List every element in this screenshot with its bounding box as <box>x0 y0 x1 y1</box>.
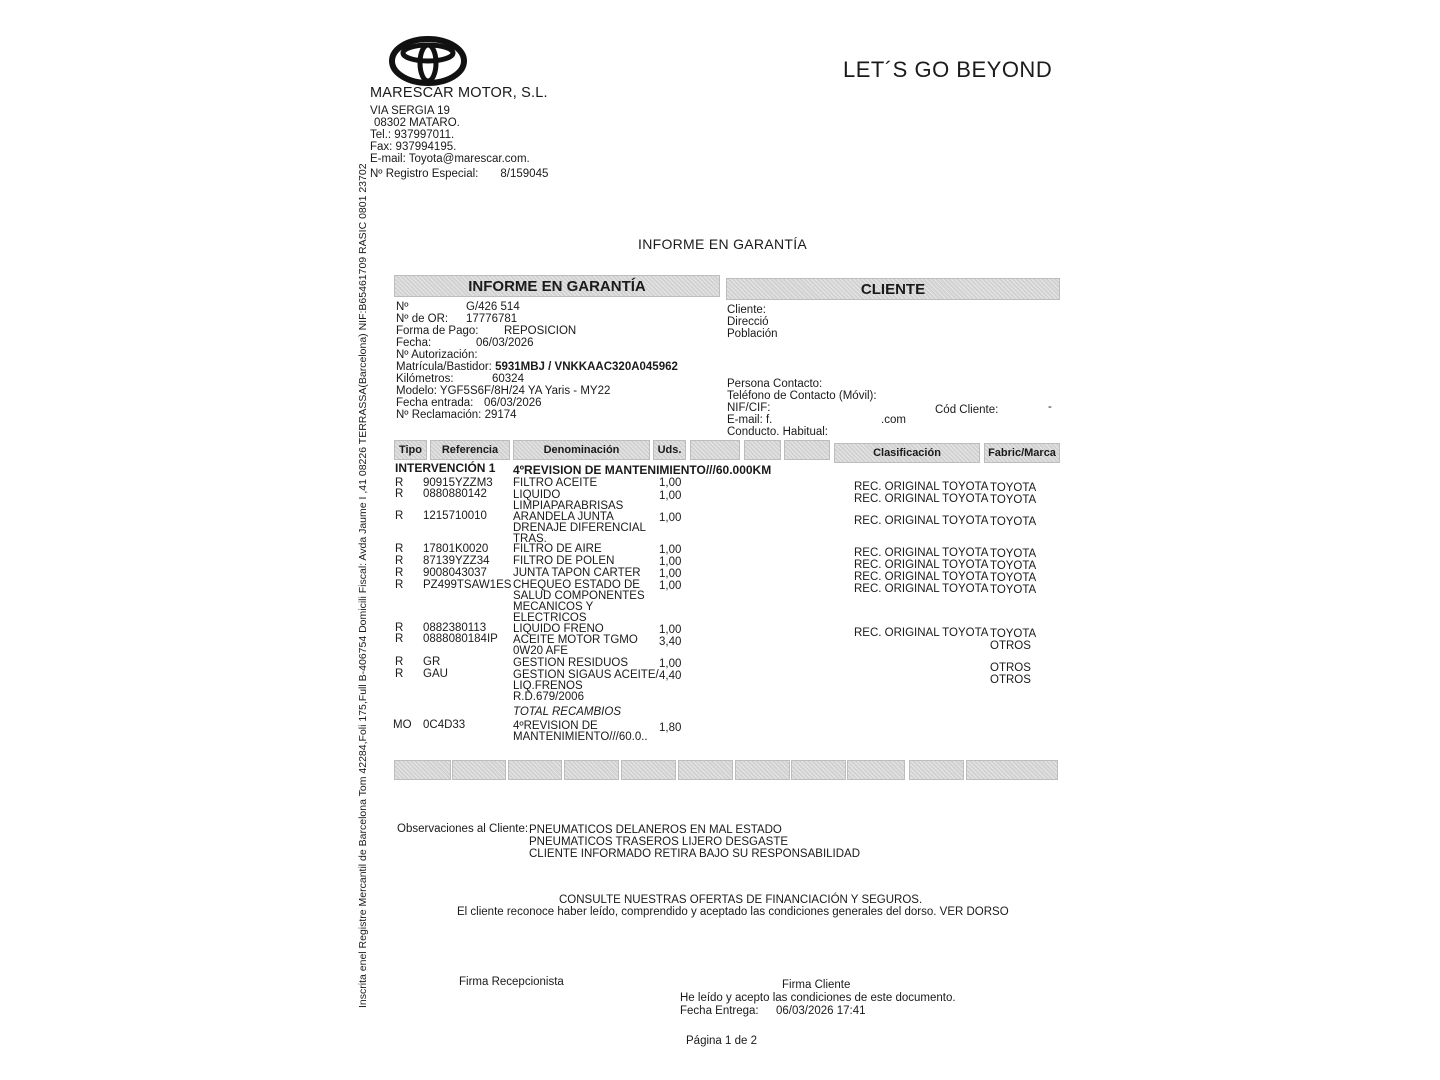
row-marca: TOYOTA <box>990 494 1037 506</box>
field-label: Nº Reclamación: <box>396 409 482 421</box>
row-tipo: R <box>395 555 404 567</box>
row-den: CHEQUEO ESTADO DE <box>513 579 640 591</box>
field-value: 29174 <box>484 409 517 421</box>
row-tipo: R <box>395 510 404 522</box>
field-label: E-mail: f. <box>727 414 773 426</box>
row-tipo: R <box>395 567 404 579</box>
field-label: Nº Autorización: <box>396 349 478 361</box>
informe-header <box>394 275 720 297</box>
row-ref: GR <box>423 656 441 668</box>
fecha-entrega-value: 06/03/2026 17:41 <box>776 1005 866 1017</box>
col-uds: Uds. <box>653 440 686 460</box>
row-den: FILTRO DE AIRE <box>513 543 602 555</box>
field-label: Nº de OR: <box>396 313 449 325</box>
row-den: LIQUIDO <box>513 489 561 501</box>
field-value: 06/03/2026 <box>484 397 542 409</box>
total-box <box>791 760 846 780</box>
fecha-entrega-label: Fecha Entrega: <box>680 1005 759 1017</box>
field-label: Nº <box>396 301 409 313</box>
field-value: 17776781 <box>466 313 518 325</box>
field-label: Forma de Pago: <box>396 325 479 337</box>
page-number: Página 1 de 2 <box>686 1035 757 1047</box>
cod-cliente-label: Cód Cliente: <box>935 404 999 416</box>
cod-cliente-value: - <box>1048 401 1052 413</box>
toyota-logo-icon <box>388 36 468 86</box>
cliente-fields <box>727 304 778 340</box>
total-box <box>621 760 676 780</box>
row-den: ELECTRICOS <box>513 612 587 624</box>
field-label: Teléfono de Contacto (Móvil): <box>727 390 877 402</box>
col-tipo: Tipo <box>394 440 427 460</box>
row-marca: OTROS <box>990 640 1031 652</box>
slogan: LET´S GO BEYOND <box>843 57 1053 82</box>
row-marca: TOYOTA <box>990 548 1037 560</box>
row-marca: TOYOTA <box>990 584 1037 596</box>
row-uds: 1,00 <box>659 580 682 592</box>
row-ref: PZ499TSAW1ES <box>423 579 512 591</box>
financing-notice: CONSULTE NUESTRAS OFERTAS DE FINANCIACIÓN Y SEGUROS. <box>559 894 923 906</box>
row-ref: 1215710010 <box>423 510 487 522</box>
total-box <box>678 760 733 780</box>
address-line: 08302 MATARO. <box>374 117 460 129</box>
row-ref: 0C4D33 <box>423 719 466 731</box>
row-den: FILTRO ACEITE <box>513 477 598 489</box>
field-label: Persona Contacto: <box>727 378 823 390</box>
row-tipo: R <box>395 668 404 680</box>
field-label: Fecha entrada: <box>396 397 474 409</box>
side-legal-text: Inscrita enel Registre Mercantil de Barcelona Tom 42284,Foli 175,Full B-406754 Domicili Fiscal: Avda Jaume I ,41 08226 TERRASSA(Barcelona) NIF:B65461709 RASIC 0801 23702 <box>357 163 369 1008</box>
observaciones-lines <box>529 824 860 860</box>
field-label: Direcció <box>727 316 769 328</box>
observaciones-label: Observaciones al Cliente: <box>397 823 529 835</box>
row-den: GESTION RESIDUOS <box>513 657 629 669</box>
company-name: MARESCAR MOTOR, S.L. <box>370 85 548 101</box>
field-value: G/426 514 <box>466 301 520 313</box>
informe-fields <box>396 301 678 421</box>
row-den: TRAS. <box>513 533 547 545</box>
row-den: LIQUIDO FRENO <box>513 623 604 635</box>
total-box <box>452 760 506 780</box>
row-den: GESTION SIGAUS ACEITE/ <box>513 669 659 681</box>
row-marca: TOYOTA <box>990 628 1037 640</box>
row-marca: TOYOTA <box>990 560 1037 572</box>
row-den: LIMPIAPARABRISAS <box>513 500 624 512</box>
row-tipo: R <box>395 633 404 645</box>
field-value: REPOSICION <box>504 325 577 337</box>
field-label: Matrícula/Bastidor: <box>396 361 492 373</box>
observacion-line: CLIENTE INFORMADO RETIRA BAJO SU RESPONSABILIDAD <box>529 848 861 860</box>
row-clas: REC. ORIGINAL TOYOTA <box>854 515 989 527</box>
cliente-header <box>726 278 1060 300</box>
row-den: ARANDELA JUNTA <box>513 511 614 523</box>
email-suffix: .com <box>881 414 906 426</box>
address-line: Tel.: 937997011. <box>370 129 455 141</box>
intervention-label: INTERVENCIÓN 1 <box>395 461 496 475</box>
row-uds: 1,80 <box>659 722 682 734</box>
row-clas: REC. ORIGINAL TOYOTA <box>854 583 989 595</box>
field-label: Conducto. Habitual: <box>727 426 829 438</box>
field-label: Kilómetros: <box>396 373 454 385</box>
total-box <box>564 760 619 780</box>
row-uds: 1,00 <box>659 556 682 568</box>
row-clas: REC. ORIGINAL TOYOTA <box>854 547 989 559</box>
total-recambios: TOTAL RECAMBIOS <box>513 706 621 718</box>
total-box <box>508 760 562 780</box>
row-uds: 1,00 <box>659 624 682 636</box>
field-label: Fecha: <box>396 337 432 349</box>
row-den: FILTRO DE POLEN <box>513 555 615 567</box>
row-uds: 1,00 <box>659 658 682 670</box>
col-referencia: Referencia <box>430 440 510 460</box>
row-uds: 3,40 <box>659 636 682 648</box>
address-line: VIA SERGIA 19 <box>370 105 450 117</box>
row-uds: 1,00 <box>659 544 682 556</box>
intervention-desc: 4ºREVISION DE MANTENIMIENTO///60.000KM <box>513 463 772 477</box>
cliente-header-label: CLIENTE <box>860 280 926 298</box>
row-tipo: R <box>395 656 404 668</box>
registro-label: Nº Registro Especial: <box>370 168 479 180</box>
row-ref: 9008043037 <box>423 567 487 579</box>
row-den: SALUD COMPONENTES <box>513 590 645 602</box>
row-uds: 1,00 <box>659 512 682 524</box>
firma-cliente: Firma Cliente <box>782 979 851 991</box>
field-value: 06/03/2026 <box>476 337 534 349</box>
field-label: Modelo: <box>396 385 437 397</box>
row-den: ACEITE MOTOR TGMO <box>513 634 638 646</box>
total-box <box>966 760 1058 780</box>
row-marca: OTROS <box>990 662 1031 674</box>
cliente-contact-fields <box>727 378 906 438</box>
row-ref: 17801K0020 <box>423 543 489 555</box>
row-ref: GAU <box>423 668 448 680</box>
total-box <box>847 760 905 780</box>
row-den: MECANICOS Y <box>513 601 594 613</box>
col-blank-2 <box>744 440 781 460</box>
row-tipo: R <box>395 477 404 489</box>
row-marca: OTROS <box>990 674 1031 686</box>
row-den: DRENAJE DIFERENCIAL <box>513 522 646 534</box>
row-tipo: R <box>395 622 404 634</box>
row-tipo: MO <box>393 719 412 731</box>
field-label: Cliente: <box>727 304 766 316</box>
row-clas: REC. ORIGINAL TOYOTA <box>854 571 989 583</box>
row-den: LIQ.FRENOS <box>513 680 583 692</box>
total-box <box>735 760 790 780</box>
col-clasificacion: Clasificación <box>834 443 980 463</box>
document-title: INFORME EN GARANTÍA <box>638 236 808 252</box>
row-den: R.D.679/2006 <box>513 691 584 703</box>
observacion-line: PNEUMATICOS TRASEROS LIJERO DESGASTE <box>529 836 789 848</box>
field-value: 60324 <box>492 373 524 385</box>
row-clas: REC. ORIGINAL TOYOTA <box>854 481 989 493</box>
total-box <box>394 760 451 780</box>
row-ref: 0880880142 <box>423 488 487 500</box>
field-value: YGF5S6F/8H/24 YA Yaris - MY22 <box>439 385 611 397</box>
address-line: Fax: 937994195. <box>370 141 457 153</box>
row-ref: 87139YZZ34 <box>423 555 490 567</box>
row-tipo: R <box>395 579 404 591</box>
firma-recepcionista: Firma Recepcionista <box>459 976 564 988</box>
col-blank-3 <box>784 440 830 460</box>
row-clas: REC. ORIGINAL TOYOTA <box>854 627 989 639</box>
row-den: 4ºREVISION DE <box>513 720 598 732</box>
row-den: 0W20 AFE <box>513 645 568 657</box>
row-den: JUNTA TAPON CARTER <box>513 567 641 579</box>
row-ref: 0888080184IP <box>423 633 498 645</box>
row-marca: TOYOTA <box>990 572 1037 584</box>
address-line: E-mail: Toyota@marescar.com. <box>370 153 530 165</box>
row-ref: 90915YZZM3 <box>423 477 493 489</box>
col-denominacion: Denominación <box>513 440 650 460</box>
field-label: NIF/CIF: <box>727 402 771 414</box>
company-address <box>370 105 548 180</box>
registro-value: 8/159045 <box>500 168 549 180</box>
row-ref: 0882380113 <box>423 622 487 634</box>
row-marca: TOYOTA <box>990 482 1037 494</box>
row-tipo: R <box>395 488 404 500</box>
row-marca: TOYOTA <box>990 516 1037 528</box>
row-uds: 1,00 <box>659 477 682 489</box>
informe-header-label: INFORME EN GARANTÍA <box>468 277 646 295</box>
conditions-notice: El cliente reconoce haber leído, comprendido y aceptado las condiciones generales del dorso. VER DORSO <box>457 906 1009 918</box>
field-label: Población <box>727 328 778 340</box>
row-uds: 4,40 <box>659 670 682 682</box>
col-marca: Fabric/Marca <box>984 443 1060 463</box>
field-value: 5931MBJ / VNKKAAC320A045962 <box>495 361 678 373</box>
observacion-line: PNEUMATICOS DELANEROS EN MAL ESTADO <box>529 824 782 836</box>
row-tipo: R <box>395 543 404 555</box>
col-blank-1 <box>690 440 740 460</box>
acepto-condiciones: He leído y acepto las condiciones de este documento. <box>680 992 956 1004</box>
row-den: MANTENIMIENTO///60.0.. <box>513 731 648 743</box>
row-uds: 1,00 <box>659 490 682 502</box>
row-uds: 1,00 <box>659 568 682 580</box>
total-box <box>909 760 964 780</box>
row-clas: REC. ORIGINAL TOYOTA <box>854 493 989 505</box>
row-clas: REC. ORIGINAL TOYOTA <box>854 559 989 571</box>
